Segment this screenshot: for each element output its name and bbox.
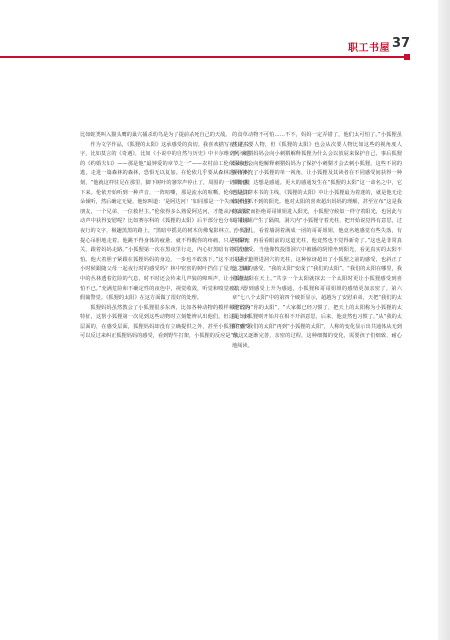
paragraph: 狐狸妈妈虽然教会了小狐狸很多东西，比如各种动物的模样和他们的特征，这帮小狐狸第一次见到这些动物时立刻能辨认出他们。但这是知识层面的，在感受层面，狐狸妈妈却没有立确提供之外，甚至小狐狸的感受可以反过来纠正狐狸妈妈的感受，看到野牛打架，小狐狸的反应是“激这	[80, 304, 250, 340]
page-edge-shadow	[438, 0, 450, 640]
header-rule-marker	[404, 54, 410, 60]
paragraph: 的食草动物不可怕……不不，妈妈一定弄错了，他们太可怕了。”小狐狸虽然是主要人物，但《狐狸的太阳》也会从次要人物比如这些的视角度人手，刺猬妈妈会向小刺猬解释狐狸为什么会以放屁来保护自己，事后狐狸妈妈也会向他解释刺猬妈妈为了保护小刺猬才会去刺小狐狸。这些不同的视角补充了小狐狸的单一视角，让小狐狸及其读者在不同感受间获得一种平衡感，达想是感通。更大的感通发生在“狐狸的太阳”这一命名之中，它也是贯穿本书的主线，《狐狸的太阳》中让小狐狸最为着迷的，就是他无论如何也抓不到的阳光。他对太阳的喜欢超出妈妈的理解，甚至宣布“这是我的太阳”而拒绝哥哥姐姐进入阳光，小狐狸守候似一样守着阳光，也因此与哥哥姐姐产生了隔阂，洞穴内“小狐狸守着光柱，把开始说觉得有意思，过了一会儿，看着墙洞着满成一团的哥哥姐姐，他竟名地感觉有些失落，有些孤单。再看看眼前的这道光柱，他竟然也不觉得新奇了。”这也是非常真实的感受。当他像牧投图洞穴中被播的阴错坐到阳光，看见真实的太阳不只是一道照进洞穴的光柱，这种惊讶超出了小狐狸之前的感受，也斜正了他之前的感受，“我的太阳”变成了“我们的太阳”。“我们的太阳在哪里，我们的太阳在天上。”共享一个太阳就抹去一个太阳时更让小狐狸感受到喜义，得到感受上升为感通，小狐狸和哥哥姐姐的感情更加亲密了。第六章“七八个太阳”中的第四个破折显示，超越为了安慰弟弟，天把“我们的太阳”改为“你的太阳”，“大家都已经习惯了，把天上的太阳称为小狐狸的太阳。小狐狸则开始并在相不开斜意思，后来，他竟然也习惯了。”从“我的太阳”到“我们的太阳”再到“小狐狸的太阳”，人称的变化显示出共通体从无到有，又逐渐完善，亲密的过程，这种细微的变化，需要孩子们细致、耐心地阅读。	[232, 132, 402, 350]
page-header	[0, 0, 450, 60]
paragraph: 作为文学作品，《狐狸的太阳》这承感受的真切。我喜欢描写夜行的文字，比如莫言的《奇遇》，比如《小说中的自然与历史》中卡尔维诺列举过的《约婚夫妇》——那是他“最钟爱的章节之一”——农村前工伦依深夜出逃，走进一篇森林的森林，恐惧无以复加。在伦依几乎要从森林逃回的时刻，“他就这样驻足在那里，脚下树叶的窸窣声停止了，周围的一切都沉默下来。伦依开始听到一种声音，一阵喧嘶，那是流水的喧嘶。伦依竖起耳朵倾听，然后确定无疑。他惊叫道：‘是阿达河！’如同那是一个失而复得的朋友，一个兄弟，一位救世主。”伦依得多么熟爱阿达河，才能从河流的流动声中获得安慰呢？比如赛尔科的《狐狸的太阳》后半部分也分布了很多夜行的文字，极趣黑黑的路上，“黑暗中摇晃的树木仿佛鬼影林立，小狐狸提心吊胆地走着。他跳不得身体的疲惫，就不得醒你的疼痛，只是双紧牙关，跟着妈妈走路。”小狐狸第一次在黑夜里行走，内心好黑暗有着几分害怕。他大着胆子紧跟在狐狸妈妈的身边，一步也不敢落下。”这不正是我们小时候跟随父母一起夜行时的感受吗？林中密密的树叶挡住了星光，黑暗中的丛林透着危险的气息，时不时还会传来几声狼的嗥叫声，让小狐狸害怕不已。”充满危险和不确定性的夜色中，视觉收敛，听觉和嗅觉被放大，假蔺警觉。《狐狸的太阳》在这方面做了很好的处理。	[80, 141, 250, 302]
page-number: 37	[392, 36, 411, 51]
text-column-left	[80, 131, 250, 342]
header-rule	[0, 56, 404, 58]
text-column-right	[232, 131, 402, 352]
section-label: 职工书屋	[348, 43, 390, 54]
paragraph: 比如蛇类叫入猫头鹰的巢穴捕杀幼鸟是为了提前杀死自己的天敌。	[80, 132, 231, 138]
